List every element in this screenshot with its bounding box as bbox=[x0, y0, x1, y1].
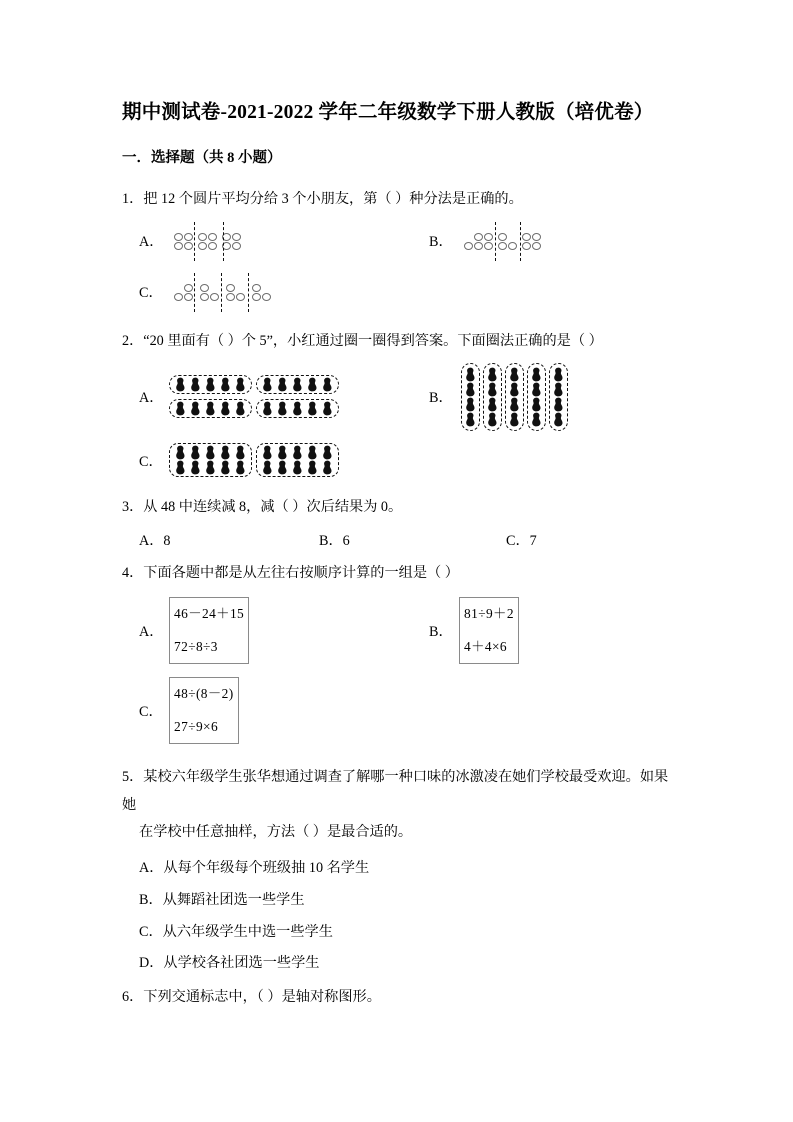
question-4-option-a-label: A． bbox=[139, 623, 164, 640]
bird-group bbox=[483, 363, 502, 431]
bird-icon bbox=[261, 460, 274, 475]
circle bbox=[236, 293, 245, 301]
circle bbox=[208, 242, 217, 250]
question-1-choices bbox=[122, 222, 681, 312]
expression-line: 48÷(8－2) bbox=[174, 686, 234, 702]
expression-line: 4＋4×6 bbox=[464, 638, 508, 654]
circle bbox=[232, 233, 241, 241]
bird-icon bbox=[552, 412, 565, 427]
question-3-option-c[interactable]: C．7 bbox=[506, 532, 537, 549]
bird-icon bbox=[234, 445, 247, 460]
question-2-option-c-label: C． bbox=[139, 453, 163, 470]
question-2-option-b-label: B． bbox=[429, 390, 453, 407]
bird-icon bbox=[219, 460, 232, 475]
circle bbox=[252, 284, 261, 292]
question-3-option-a[interactable]: A．8 bbox=[139, 532, 171, 549]
question-1-option-a[interactable] bbox=[122, 222, 412, 261]
bird-icon bbox=[204, 445, 217, 460]
circle bbox=[198, 233, 207, 241]
bird-icon bbox=[321, 377, 334, 392]
bird-icon bbox=[174, 445, 187, 460]
circle bbox=[532, 233, 541, 241]
bird-icon bbox=[508, 367, 521, 382]
page-title: 期中测试卷-2021-2022 学年二年级数学下册人教版（培优卷） bbox=[122, 102, 654, 123]
bird-icon bbox=[291, 401, 304, 416]
bird-icon bbox=[189, 460, 202, 475]
bird-icon bbox=[306, 401, 319, 416]
circle-placeholder bbox=[174, 284, 183, 292]
section-heading: 一．选择题（共 8 小题） bbox=[122, 150, 282, 166]
circle bbox=[484, 242, 493, 250]
bird-icon bbox=[189, 445, 202, 460]
divider-dashed-line bbox=[495, 222, 496, 261]
bird-icon bbox=[204, 460, 217, 475]
circle bbox=[208, 233, 217, 241]
bird-icon bbox=[508, 382, 521, 397]
bird-icon bbox=[276, 377, 289, 392]
bird-group bbox=[256, 443, 339, 477]
q4-option-c-expressions bbox=[169, 677, 239, 744]
expression-line: 72÷8÷3 bbox=[174, 638, 218, 654]
bird-icon bbox=[189, 401, 202, 416]
circle bbox=[174, 242, 183, 250]
bird-icon bbox=[291, 445, 304, 460]
q2-option-a-diagram bbox=[169, 374, 412, 421]
bird-icon bbox=[464, 412, 477, 427]
bird-icon bbox=[261, 401, 274, 416]
circle bbox=[474, 242, 483, 250]
divider-dashed-line bbox=[520, 222, 521, 261]
bird-icon bbox=[552, 382, 565, 397]
circle bbox=[184, 233, 193, 241]
bird-icon bbox=[530, 382, 543, 397]
bird-icon bbox=[508, 397, 521, 412]
question-4-option-c-label: C． bbox=[139, 703, 163, 720]
question-4-option-b[interactable] bbox=[412, 597, 519, 664]
bird-icon bbox=[552, 397, 565, 412]
question-5-option-c[interactable]: C．从六年级学生中选一些学生 bbox=[139, 923, 333, 940]
bird-icon bbox=[234, 377, 247, 392]
circle bbox=[508, 242, 517, 250]
expression-line: 27÷9×6 bbox=[174, 718, 219, 734]
circle-placeholder bbox=[210, 284, 219, 292]
bird-icon bbox=[464, 367, 477, 382]
divider-dashed-line bbox=[248, 273, 249, 312]
question-1-option-b-label: B． bbox=[429, 234, 453, 251]
circle bbox=[464, 242, 473, 250]
bird-icon bbox=[261, 377, 274, 392]
bird-icon bbox=[219, 401, 232, 416]
question-5-option-a[interactable]: A．从每个年级每个班级抽 10 名学生 bbox=[139, 860, 370, 877]
question-5-text-line2: 在学校中任意抽样，方法（ ）是最合适的。 bbox=[139, 824, 413, 841]
question-1-option-c[interactable] bbox=[122, 273, 681, 312]
bird-icon bbox=[174, 401, 187, 416]
circle bbox=[532, 242, 541, 250]
circle bbox=[226, 293, 235, 301]
question-6-text: 6．下列交通标志中，（ ）是轴对称图形。 bbox=[122, 988, 381, 1005]
circle-placeholder bbox=[262, 284, 271, 292]
bird-group bbox=[549, 363, 568, 431]
bird-icon bbox=[291, 460, 304, 475]
expression-line: 81÷9＋2 bbox=[464, 606, 514, 622]
bird-group bbox=[461, 363, 480, 431]
circle bbox=[498, 242, 507, 250]
question-4-option-b-label: B． bbox=[429, 623, 453, 640]
bird-icon bbox=[276, 401, 289, 416]
q4-option-b-expressions bbox=[459, 597, 519, 664]
divider-dashed-line bbox=[194, 273, 195, 312]
bird-group bbox=[527, 363, 546, 431]
bird-icon bbox=[464, 382, 477, 397]
bird-icon bbox=[234, 460, 247, 475]
bird-icon bbox=[486, 382, 499, 397]
bird-icon bbox=[189, 377, 202, 392]
question-5-text-line1: 5．某校六年级学生张华想通过调查了解哪一种口味的冰激凌在她们学校最受欢迎。如果她 bbox=[122, 769, 669, 813]
circle bbox=[200, 293, 209, 301]
bird-icon bbox=[321, 460, 334, 475]
bird-icon bbox=[204, 401, 217, 416]
question-2-option-a-label: A． bbox=[139, 390, 164, 407]
question-4-choices bbox=[122, 597, 681, 744]
divider-dashed-line bbox=[223, 222, 224, 261]
circle bbox=[184, 284, 193, 292]
bird-icon bbox=[530, 412, 543, 427]
bird-group bbox=[169, 399, 252, 418]
bird-icon bbox=[306, 460, 319, 475]
question-2-option-a[interactable] bbox=[122, 374, 412, 421]
question-2-row-ab bbox=[122, 363, 681, 431]
question-3-text: 3．从 48 中连续减 8，减（ ）次后结果为 0。 bbox=[122, 498, 403, 515]
divider-dashed-line bbox=[194, 222, 195, 261]
bird-icon bbox=[486, 367, 499, 382]
circle bbox=[210, 293, 219, 301]
bird-icon bbox=[321, 401, 334, 416]
circle bbox=[252, 293, 261, 301]
bird-icon bbox=[276, 460, 289, 475]
question-5-option-d[interactable]: D．从学校各社团选一些学生 bbox=[139, 955, 320, 972]
circle bbox=[498, 233, 507, 241]
bird-icon bbox=[261, 445, 274, 460]
bird-icon bbox=[219, 377, 232, 392]
bird-icon bbox=[508, 412, 521, 427]
question-4-text: 4．下面各题中都是从左往右按顺序计算的一组是（ ） bbox=[122, 564, 459, 581]
bird-icon bbox=[552, 367, 565, 382]
q1-option-b-diagram bbox=[459, 222, 549, 261]
question-5 bbox=[122, 764, 681, 847]
q2-option-c-diagram bbox=[169, 441, 339, 480]
bird-group bbox=[256, 399, 339, 418]
bird-group bbox=[505, 363, 524, 431]
expression-line: 46－24＋15 bbox=[174, 606, 245, 622]
bird-icon bbox=[204, 377, 217, 392]
question-2-option-b[interactable] bbox=[412, 363, 569, 431]
bird-icon bbox=[291, 377, 304, 392]
q1-option-a-diagram bbox=[169, 222, 261, 261]
bird-group bbox=[169, 375, 252, 394]
question-1-option-a-label: A． bbox=[139, 234, 164, 251]
question-2-option-c[interactable] bbox=[122, 441, 681, 480]
question-1-text: 1．把 12 个圆片平均分给 3 个小朋友，第（ ）种分法是正确的。 bbox=[122, 191, 523, 207]
question-5-option-b[interactable]: B．从舞蹈社团选一些学生 bbox=[139, 891, 305, 908]
question-1-option-b[interactable] bbox=[412, 222, 549, 261]
question-2-text: 2．“20 里面有（ ）个 5”，小红通过圈一圈得到答案。下面圈法正确的是（ ） bbox=[122, 332, 603, 349]
circle bbox=[184, 293, 193, 301]
circle bbox=[484, 233, 493, 241]
circle bbox=[232, 242, 241, 250]
question-4-option-a[interactable] bbox=[122, 597, 412, 664]
divider-dashed-line bbox=[221, 273, 222, 312]
bird-group bbox=[256, 375, 339, 394]
bird-icon bbox=[486, 412, 499, 427]
circle bbox=[474, 233, 483, 241]
bird-group bbox=[169, 443, 252, 477]
circle bbox=[198, 242, 207, 250]
bird-icon bbox=[464, 397, 477, 412]
bird-icon bbox=[306, 445, 319, 460]
circle bbox=[522, 242, 531, 250]
circle bbox=[262, 293, 271, 301]
bird-icon bbox=[174, 460, 187, 475]
question-2-choices bbox=[122, 363, 681, 480]
circle-placeholder bbox=[236, 284, 245, 292]
circle bbox=[522, 233, 531, 241]
bird-icon bbox=[306, 377, 319, 392]
question-4-option-c[interactable] bbox=[122, 677, 681, 744]
bird-icon bbox=[530, 397, 543, 412]
circle-placeholder bbox=[464, 233, 473, 241]
bird-icon bbox=[174, 377, 187, 392]
bird-icon bbox=[321, 445, 334, 460]
circle bbox=[174, 293, 183, 301]
bird-icon bbox=[530, 367, 543, 382]
circle bbox=[200, 284, 209, 292]
q4-option-a-expressions bbox=[169, 597, 249, 664]
question-4-row-ab bbox=[122, 597, 681, 664]
circle-placeholder bbox=[508, 233, 517, 241]
circle bbox=[174, 233, 183, 241]
bird-icon bbox=[486, 397, 499, 412]
bird-icon bbox=[276, 445, 289, 460]
bird-icon bbox=[234, 401, 247, 416]
q2-option-b-diagram bbox=[459, 363, 569, 431]
q1-option-c-diagram bbox=[169, 273, 285, 312]
circle bbox=[184, 242, 193, 250]
question-3-options bbox=[122, 530, 681, 550]
question-1-row-ab bbox=[122, 222, 681, 261]
circle bbox=[226, 284, 235, 292]
question-1-option-c-label: C． bbox=[139, 285, 163, 302]
bird-icon bbox=[219, 445, 232, 460]
question-3-option-b[interactable]: B．6 bbox=[319, 532, 350, 549]
